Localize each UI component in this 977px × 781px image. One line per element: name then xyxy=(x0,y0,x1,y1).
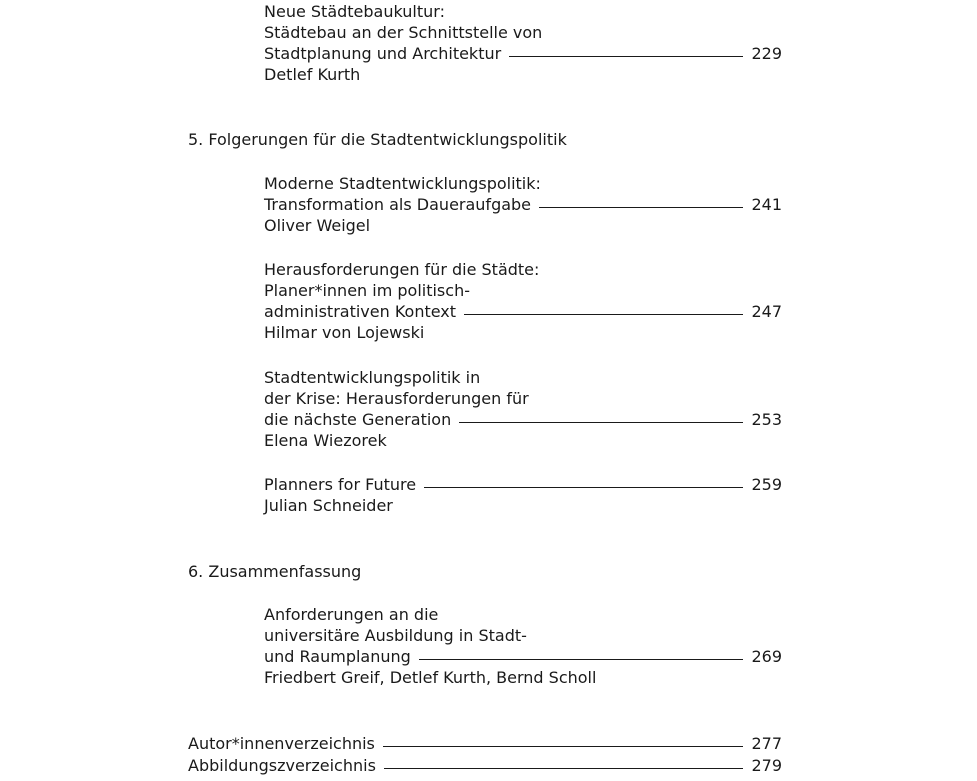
leader-line xyxy=(464,314,743,315)
leader-line xyxy=(384,768,744,769)
chapter-heading: 6. Zusammenfassung xyxy=(188,562,362,581)
page-number: 269 xyxy=(751,647,782,666)
entry-title-line: Neue Städtebaukultur: xyxy=(264,2,445,21)
chapter-heading: 5. Folgerungen für die Stadtentwicklungspolitik xyxy=(188,130,567,149)
page-number: 253 xyxy=(751,410,782,429)
entry-title-last-line: und Raumplanung xyxy=(264,647,411,666)
toc-entry-row[interactable] xyxy=(264,194,782,215)
leader-line xyxy=(419,659,744,660)
entry-title-line: Herausforderungen für die Städte: xyxy=(264,260,540,279)
entry-author: Detlef Kurth xyxy=(264,65,361,84)
toc-appendix-row[interactable] xyxy=(188,733,782,754)
entry-title-line: universitäre Ausbildung in Stadt- xyxy=(264,626,527,645)
entry-title-line: der Krise: Herausforderungen für xyxy=(264,389,529,408)
page-number: 247 xyxy=(751,302,782,321)
page-number: 259 xyxy=(751,475,782,494)
page-number: 277 xyxy=(751,734,782,753)
entry-title-last-line: Planners for Future xyxy=(264,475,417,494)
entry-title-line: Anforderungen an die xyxy=(264,605,439,624)
leader-line xyxy=(424,487,743,488)
toc-entry-row[interactable] xyxy=(264,646,782,667)
toc-entry-row[interactable] xyxy=(264,474,782,495)
toc-entry-row[interactable] xyxy=(264,301,782,322)
leader-line xyxy=(539,207,743,208)
entry-author: Elena Wiezorek xyxy=(264,431,387,450)
entry-author: Hilmar von Lojewski xyxy=(264,323,425,342)
entry-title-last-line: administrativen Kontext xyxy=(264,302,457,321)
entry-title-line: Städtebau an der Schnittstelle von xyxy=(264,23,543,42)
page-number: 279 xyxy=(751,756,782,775)
page-number: 241 xyxy=(751,195,782,214)
leader-line xyxy=(509,56,743,57)
entry-title-line: Planer*innen im politisch- xyxy=(264,281,470,300)
entry-title-line: Moderne Stadtentwicklungspolitik: xyxy=(264,174,541,193)
toc-entry-row[interactable] xyxy=(264,409,782,430)
entry-author: Oliver Weigel xyxy=(264,216,371,235)
entry-author: Friedbert Greif, Detlef Kurth, Bernd Scholl xyxy=(264,668,597,687)
entry-title-last-line: die nächste Generation xyxy=(264,410,452,429)
toc-entry-row[interactable] xyxy=(264,43,782,64)
leader-line xyxy=(459,422,743,423)
appendix-label: Abbildungszverzeichnis xyxy=(188,756,376,775)
leader-line xyxy=(383,746,744,747)
entry-title-last-line: Stadtplanung und Architektur xyxy=(264,44,502,63)
entry-title-last-line: Transformation als Daueraufgabe xyxy=(264,195,532,214)
toc-appendix-row[interactable] xyxy=(188,755,782,776)
entry-title-line: Stadtentwicklungspolitik in xyxy=(264,368,481,387)
appendix-label: Autor*innenverzeichnis xyxy=(188,734,375,753)
entry-author: Julian Schneider xyxy=(264,496,393,515)
page-number: 229 xyxy=(751,44,782,63)
